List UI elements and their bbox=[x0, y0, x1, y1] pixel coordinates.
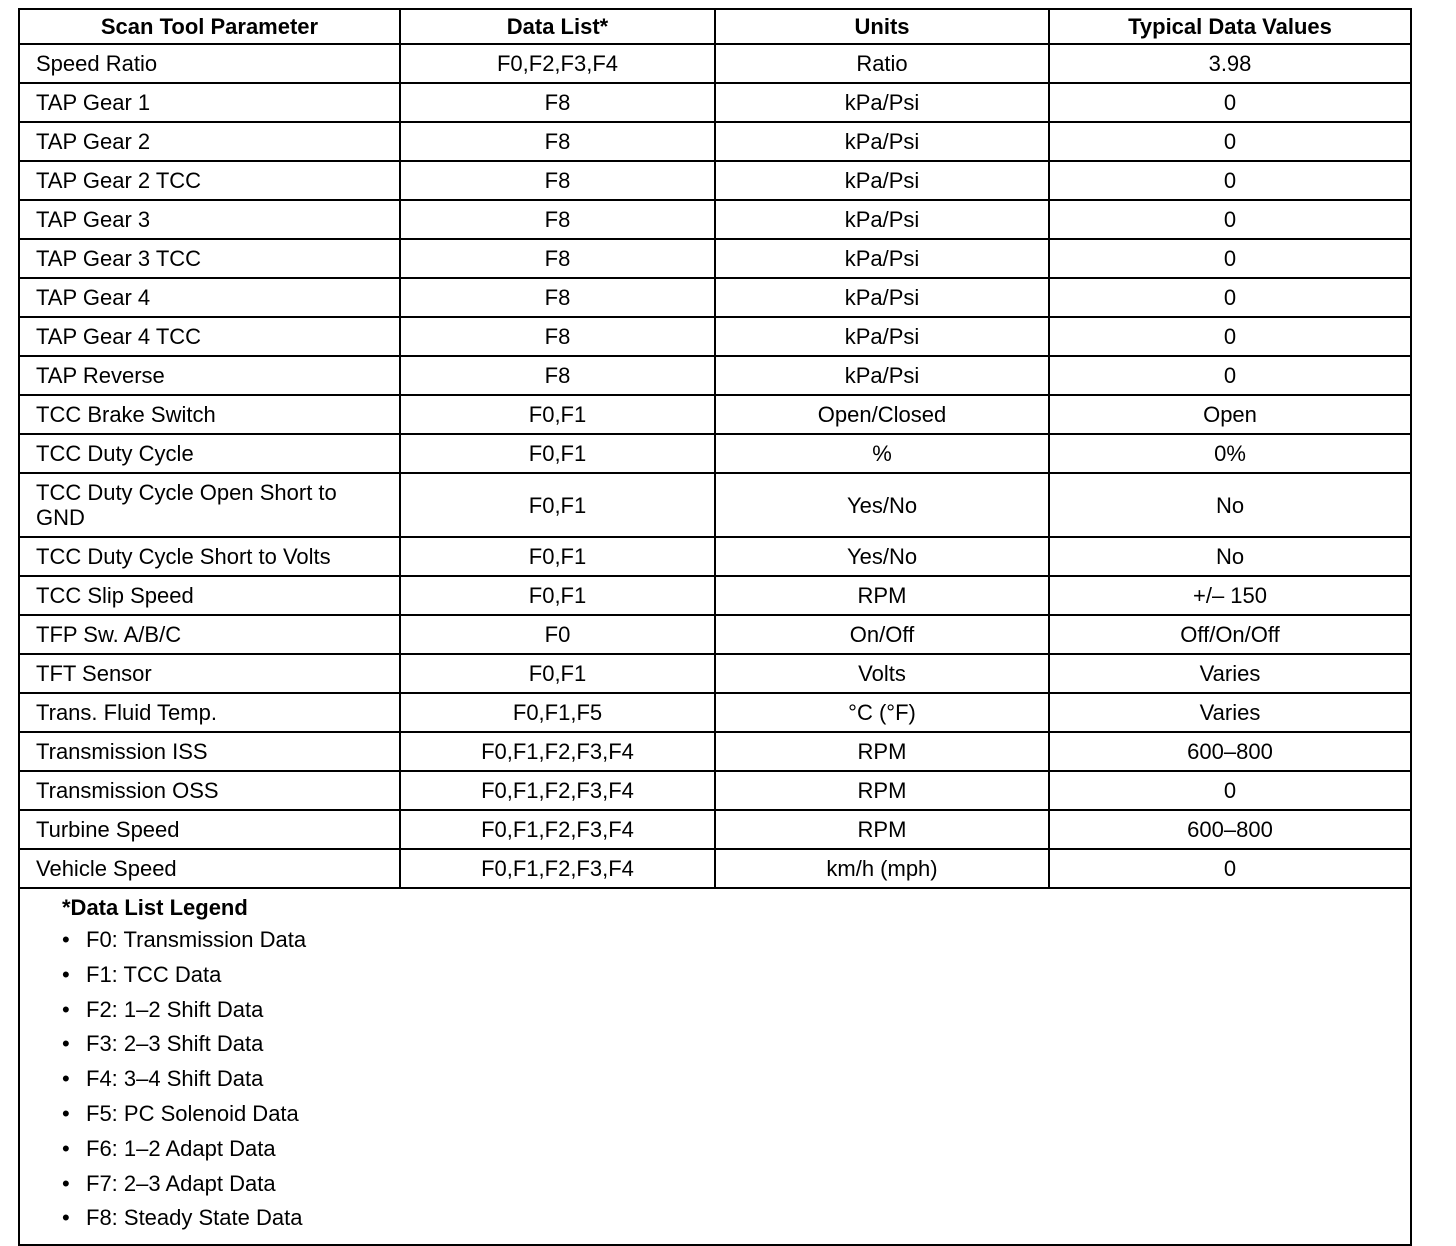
bullet-icon: • bbox=[62, 1031, 70, 1057]
parameter-cell: TFT Sensor bbox=[20, 654, 400, 693]
parameter-cell: TCC Duty Cycle Short to Volts bbox=[20, 537, 400, 576]
data-list-cell: F8 bbox=[400, 356, 715, 395]
list-item bbox=[62, 1201, 1410, 1236]
data-list-cell: F0,F1 bbox=[400, 537, 715, 576]
table-row bbox=[20, 732, 1410, 771]
units-cell: kPa/Psi bbox=[715, 161, 1049, 200]
bullet-icon: • bbox=[62, 1066, 70, 1092]
typical-value-cell: 600–800 bbox=[1049, 810, 1410, 849]
header-scan-tool-parameter: Scan Tool Parameter bbox=[20, 10, 400, 44]
data-list-cell: F0,F1,F2,F3,F4 bbox=[400, 849, 715, 888]
list-item bbox=[62, 1167, 1410, 1202]
data-list-cell: F8 bbox=[400, 278, 715, 317]
units-cell: Open/Closed bbox=[715, 395, 1049, 434]
legend-item-text: F1: TCC Data bbox=[86, 961, 222, 987]
bullet-icon: • bbox=[62, 961, 70, 987]
list-item bbox=[62, 1027, 1410, 1062]
typical-value-cell: 0 bbox=[1049, 122, 1410, 161]
typical-value-cell: Varies bbox=[1049, 693, 1410, 732]
parameter-cell: TCC Brake Switch bbox=[20, 395, 400, 434]
table-row bbox=[20, 317, 1410, 356]
header-data-list: Data List* bbox=[400, 10, 715, 44]
legend-item-text: F8: Steady State Data bbox=[86, 1205, 303, 1231]
header-typical-data-values: Typical Data Values bbox=[1049, 10, 1410, 44]
parameter-cell: TCC Duty Cycle bbox=[20, 434, 400, 473]
bullet-icon: • bbox=[62, 1205, 70, 1231]
typical-value-cell: 0 bbox=[1049, 200, 1410, 239]
bullet-icon: • bbox=[62, 1100, 70, 1126]
table-row bbox=[20, 200, 1410, 239]
typical-value-cell: 0% bbox=[1049, 434, 1410, 473]
typical-value-cell: No bbox=[1049, 473, 1410, 537]
typical-value-cell: 0 bbox=[1049, 83, 1410, 122]
table-row bbox=[20, 771, 1410, 810]
typical-value-cell: 0 bbox=[1049, 317, 1410, 356]
typical-value-cell: +/– 150 bbox=[1049, 576, 1410, 615]
typical-value-cell: Off/On/Off bbox=[1049, 615, 1410, 654]
parameter-cell: Speed Ratio bbox=[20, 44, 400, 83]
typical-value-cell: 0 bbox=[1049, 771, 1410, 810]
legend-item-text: F3: 2–3 Shift Data bbox=[86, 1031, 264, 1057]
data-list-cell: F8 bbox=[400, 200, 715, 239]
legend-item-text: F2: 1–2 Shift Data bbox=[86, 996, 264, 1022]
data-list-cell: F0,F1,F5 bbox=[400, 693, 715, 732]
units-cell: kPa/Psi bbox=[715, 200, 1049, 239]
units-cell: RPM bbox=[715, 576, 1049, 615]
typical-value-cell: 0 bbox=[1049, 239, 1410, 278]
units-cell: kPa/Psi bbox=[715, 83, 1049, 122]
scan-tool-parameter-table bbox=[20, 10, 1410, 889]
list-item bbox=[62, 993, 1410, 1028]
data-list-cell: F8 bbox=[400, 239, 715, 278]
typical-value-cell: 0 bbox=[1049, 356, 1410, 395]
table-row bbox=[20, 161, 1410, 200]
list-item bbox=[62, 1097, 1410, 1132]
parameter-cell: TCC Duty Cycle Open Short to GND bbox=[20, 473, 400, 537]
parameter-cell: Transmission ISS bbox=[20, 732, 400, 771]
parameter-cell: TAP Gear 4 TCC bbox=[20, 317, 400, 356]
data-list-cell: F8 bbox=[400, 317, 715, 356]
data-list-cell: F8 bbox=[400, 161, 715, 200]
parameter-cell: TAP Reverse bbox=[20, 356, 400, 395]
data-list-cell: F0,F1 bbox=[400, 434, 715, 473]
table-row bbox=[20, 810, 1410, 849]
legend-item-text: F5: PC Solenoid Data bbox=[86, 1100, 299, 1126]
units-cell: Ratio bbox=[715, 44, 1049, 83]
units-cell: °C (°F) bbox=[715, 693, 1049, 732]
table-row bbox=[20, 44, 1410, 83]
parameter-cell: TAP Gear 4 bbox=[20, 278, 400, 317]
table-row bbox=[20, 278, 1410, 317]
units-cell: Yes/No bbox=[715, 473, 1049, 537]
typical-value-cell: 0 bbox=[1049, 849, 1410, 888]
table-row bbox=[20, 693, 1410, 732]
parameter-cell: TFP Sw. A/B/C bbox=[20, 615, 400, 654]
table-row bbox=[20, 239, 1410, 278]
table-row bbox=[20, 576, 1410, 615]
parameter-cell: Turbine Speed bbox=[20, 810, 400, 849]
legend-item-text: F6: 1–2 Adapt Data bbox=[86, 1135, 276, 1161]
list-item bbox=[62, 958, 1410, 993]
units-cell: Yes/No bbox=[715, 537, 1049, 576]
parameter-cell: TAP Gear 2 bbox=[20, 122, 400, 161]
units-cell: Volts bbox=[715, 654, 1049, 693]
typical-value-cell: 3.98 bbox=[1049, 44, 1410, 83]
data-list-cell: F0,F2,F3,F4 bbox=[400, 44, 715, 83]
legend-item-text: F0: Transmission Data bbox=[86, 927, 307, 952]
table-row bbox=[20, 356, 1410, 395]
bullet-icon: • bbox=[62, 996, 70, 1022]
list-item bbox=[62, 923, 1410, 958]
data-list-cell: F0,F1 bbox=[400, 576, 715, 615]
units-cell: kPa/Psi bbox=[715, 239, 1049, 278]
parameter-cell: TAP Gear 2 TCC bbox=[20, 161, 400, 200]
legend-item-text: F4: 3–4 Shift Data bbox=[86, 1066, 264, 1092]
legend-list bbox=[62, 923, 1410, 1236]
table-row bbox=[20, 615, 1410, 654]
data-list-cell: F8 bbox=[400, 83, 715, 122]
data-list-cell: F0 bbox=[400, 615, 715, 654]
data-list-cell: F0,F1 bbox=[400, 654, 715, 693]
units-cell: kPa/Psi bbox=[715, 356, 1049, 395]
parameter-cell: TCC Slip Speed bbox=[20, 576, 400, 615]
units-cell: RPM bbox=[715, 771, 1049, 810]
parameter-cell: TAP Gear 1 bbox=[20, 83, 400, 122]
typical-value-cell: 0 bbox=[1049, 161, 1410, 200]
table-row bbox=[20, 537, 1410, 576]
table-row bbox=[20, 473, 1410, 537]
typical-value-cell: 600–800 bbox=[1049, 732, 1410, 771]
table-row bbox=[20, 654, 1410, 693]
units-cell: % bbox=[715, 434, 1049, 473]
legend-title: *Data List Legend bbox=[62, 895, 248, 920]
table-row bbox=[20, 395, 1410, 434]
table-row bbox=[20, 122, 1410, 161]
table-header-row bbox=[20, 10, 1410, 44]
data-list-cell: F0,F1,F2,F3,F4 bbox=[400, 732, 715, 771]
typical-value-cell: Varies bbox=[1049, 654, 1410, 693]
bullet-icon: • bbox=[62, 927, 70, 952]
scan-tool-data-sheet bbox=[18, 8, 1412, 1246]
parameter-cell: TAP Gear 3 TCC bbox=[20, 239, 400, 278]
units-cell: kPa/Psi bbox=[715, 122, 1049, 161]
data-list-cell: F0,F1 bbox=[400, 395, 715, 434]
legend-item-text: F7: 2–3 Adapt Data bbox=[86, 1170, 276, 1196]
data-list-cell: F8 bbox=[400, 122, 715, 161]
list-item bbox=[62, 1062, 1410, 1097]
data-list-cell: F0,F1,F2,F3,F4 bbox=[400, 771, 715, 810]
units-cell: RPM bbox=[715, 732, 1049, 771]
list-item bbox=[62, 1132, 1410, 1167]
units-cell: kPa/Psi bbox=[715, 278, 1049, 317]
header-units: Units bbox=[715, 10, 1049, 44]
units-cell: On/Off bbox=[715, 615, 1049, 654]
typical-value-cell: 0 bbox=[1049, 278, 1410, 317]
units-cell: RPM bbox=[715, 810, 1049, 849]
bullet-icon: • bbox=[62, 1170, 70, 1196]
parameter-cell: Transmission OSS bbox=[20, 771, 400, 810]
table-row bbox=[20, 849, 1410, 888]
units-cell: kPa/Psi bbox=[715, 317, 1049, 356]
data-list-cell: F0,F1,F2,F3,F4 bbox=[400, 810, 715, 849]
data-list-legend bbox=[20, 889, 1410, 1244]
typical-value-cell: Open bbox=[1049, 395, 1410, 434]
parameter-cell: TAP Gear 3 bbox=[20, 200, 400, 239]
parameter-cell: Vehicle Speed bbox=[20, 849, 400, 888]
table-row bbox=[20, 434, 1410, 473]
table-row bbox=[20, 83, 1410, 122]
typical-value-cell: No bbox=[1049, 537, 1410, 576]
bullet-icon: • bbox=[62, 1135, 70, 1161]
data-list-cell: F0,F1 bbox=[400, 473, 715, 537]
parameter-cell: Trans. Fluid Temp. bbox=[20, 693, 400, 732]
units-cell: km/h (mph) bbox=[715, 849, 1049, 888]
